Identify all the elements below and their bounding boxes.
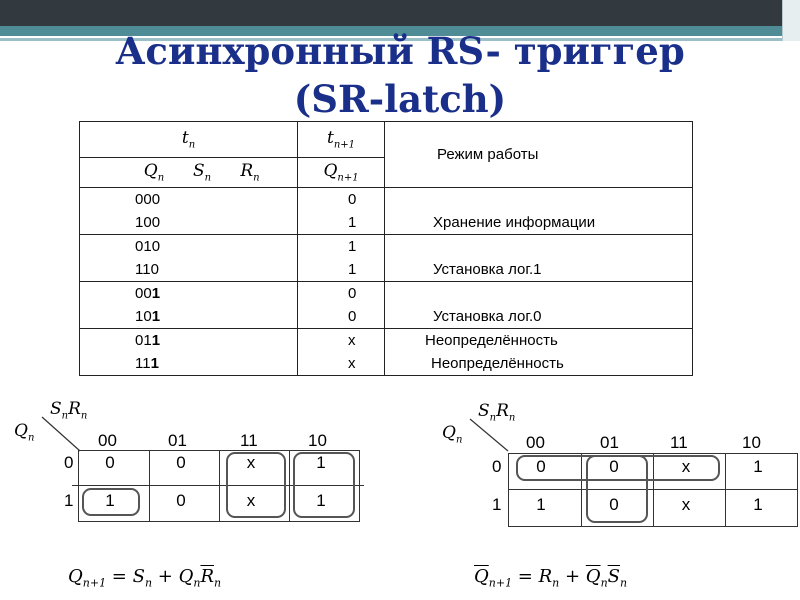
table-row: 010 110 1 1 Установка лог.1 (80, 235, 693, 282)
kmap-left-cell: 0 (176, 491, 186, 510)
kmap-left-col-header: 00 (98, 431, 117, 450)
kmap-left (0, 395, 380, 525)
kmap-right-cell: 0 (609, 495, 619, 514)
kmap-right-col-header: 00 (526, 433, 545, 452)
kmap-right (420, 395, 800, 530)
slide-subtitle: (SR-latch) (293, 77, 507, 121)
kmap-left-cell: 1 (316, 453, 326, 472)
kmap-left-cell: 0 (176, 453, 186, 472)
kmap-right-cell: 0 (536, 457, 546, 476)
kmap-left-row-header: 1 (64, 491, 74, 510)
kmap-right-col-vars: $S_nR_n$ (478, 401, 516, 424)
kmap-left-cell: x (246, 491, 256, 510)
table-row: 001 101 0 0 Установка лог.0 (80, 282, 693, 329)
kmap-right-diagonal (468, 417, 513, 457)
kmap-left-cell: 1 (316, 491, 326, 510)
kmap-left-row-header: 0 (64, 453, 74, 472)
kmap-left-col-vars: $S_nR_n$ (50, 399, 88, 422)
kmap-left-col-header: 01 (168, 431, 187, 450)
kmap-left-col-header: 10 (308, 431, 327, 450)
kmap-right-row-header: 0 (492, 457, 502, 476)
slide-title: Асинхронный RS- триггер (115, 29, 685, 73)
table-row: 011 111 x x Неопределённость Неопределённость (80, 329, 693, 376)
kmap-right-col-header: 10 (742, 433, 761, 452)
mode-reset: Установка лог.0 (385, 282, 693, 329)
kmap-left-loop-row1 (82, 488, 140, 516)
mode-set: Установка лог.1 (385, 235, 693, 282)
kmap-right-col-header: 11 (670, 433, 688, 452)
kmap-left-cell: 1 (105, 491, 115, 510)
table-row: 000 100 0 1 Хранение информации (80, 188, 693, 235)
header-mode: Режим работы (385, 122, 693, 188)
kmap-right-cell: x (681, 457, 691, 476)
kmap-right-col-header: 01 (600, 433, 619, 452)
kmap-right-cell: 0 (609, 457, 619, 476)
equation-left: $Q_{n+1} = S_n + Q_n\overline{R}_n$ (68, 566, 222, 590)
kmap-left-diagonal (40, 415, 85, 455)
kmap-left-cell: x (246, 453, 256, 472)
kmap-right-row-header: 1 (492, 495, 502, 514)
header-output: $Q_{n+1}$ (298, 158, 385, 188)
kmap-right-loop-01-column (586, 455, 648, 523)
kmap-right-cell: x (681, 495, 691, 514)
kmap-right-row-var: $Q_n$ (442, 423, 463, 446)
header-t-n: $t_n$ (80, 122, 298, 158)
header-inputs: $Q_n$ $S_n$ $R_n$ (80, 158, 298, 188)
banner-dark-band (0, 0, 782, 26)
kmap-right-cell: 1 (753, 495, 763, 514)
kmap-left-loop-10-column (293, 452, 355, 518)
kmap-right-cell: 1 (753, 457, 763, 476)
header-t-n1: $t_{n+1}$ (298, 122, 385, 158)
kmap-left-col-header: 11 (240, 431, 258, 450)
equation-right: $\overline{Q}_{n+1} = R_n + \overline{Q}_n\overline{S}_n$ (474, 566, 628, 590)
mode-hold: Хранение информации (385, 188, 693, 235)
kmap-right-cell: 1 (536, 495, 546, 514)
kmap-left-row-var: $Q_n$ (14, 421, 35, 444)
truth-table (79, 121, 693, 376)
kmap-left-cell: 0 (105, 453, 115, 472)
kmap-left-loop-x-column (226, 452, 286, 518)
mode-undefined: Неопределённость Неопределённость (385, 329, 693, 376)
